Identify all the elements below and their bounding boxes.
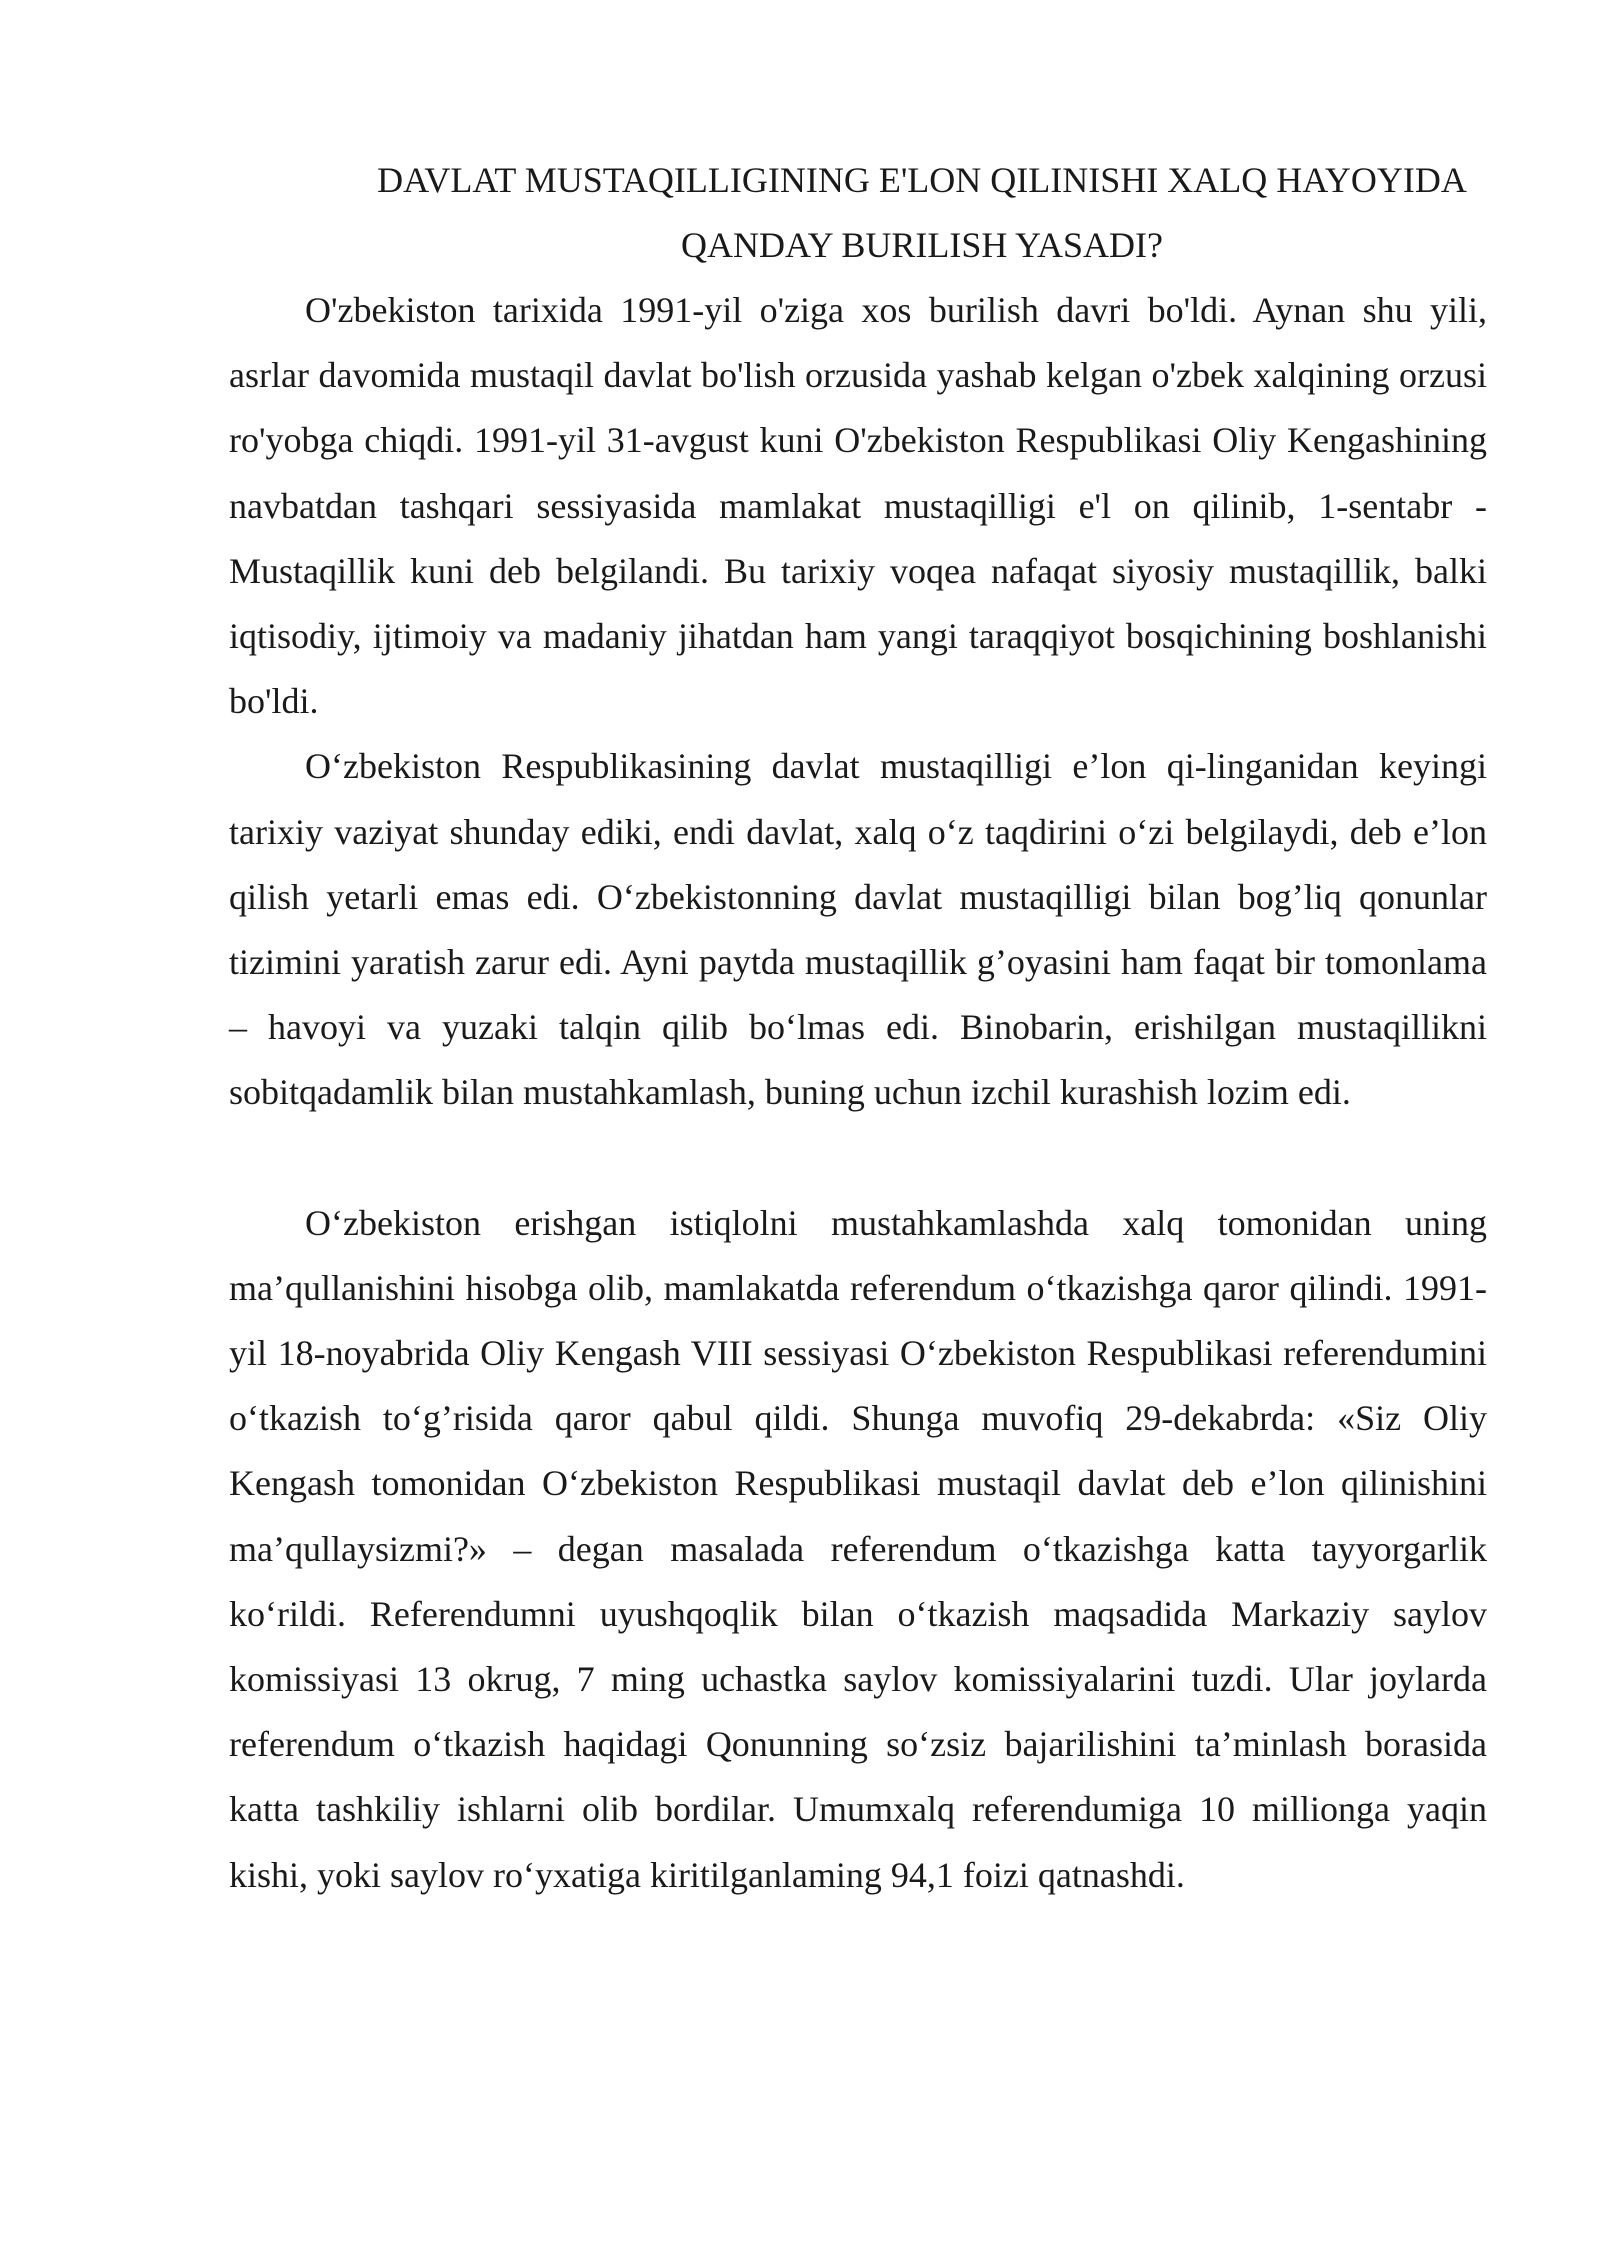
- paragraph-1: O'zbekiston tarixida 1991-yil o'ziga xos burilish davri bo'ldi. Aynan shu yili, asrlar davomida mustaqil davlat bo'lish orzusida yashab kelgan o'zbek xalqining orzusi ro'yobga chiqdi. 1991-yil 31-avgust kuni O'zbekiston Respublikasi Oliy Kengashining navbatdan tashqari sessiyasida mamlakat mustaqilligi e'l on qilinib, 1-sentabr - Mustaqillik kuni deb belgilandi. Bu tarixiy voqea nafaqat siyosiy mustaqillik, balki iqtisodiy, ijtimoiy va madaniy jihatdan ham yangi taraqqiyot bosqichining boshlanishi bo'ldi.: [229, 290, 1487, 722]
- paragraph-3: O‘zbekiston erishgan istiqlolni mustahkamlashda xalq tomonidan uning ma’qullanishini hisobga olib, mamlakatda referendum o‘tkazishga qaror qilindi. 1991-yil 18-noyabrida Oliy Kengash VIII sessiyasi O‘zbekiston Respublikasi referendumini o‘tkazish to‘g’risida qaror qabul qildi. Shunga muvofiq 29-dekabrda: «Siz Oliy Kengash tomonidan O‘zbekiston Respublikasi mustaqil davlat deb e’lon qilinishini ma’qullaysizmi?» – degan masalada referendum o‘tkazishga katta tayyorgarlik ko‘rildi. Referendumni uyushqoqlik bilan o‘tkazish maqsadida Markaziy saylov komissiyasi 13 okrug, 7 ming uchastka saylov komissiyalarini tuzdi. Ular joylarda referendum o‘tkazish haqidagi Qonunning so‘zsiz bajarilishini ta’minlash borasida katta tashkiliy ishlarni olib bordilar. Umumxalq referendumiga 10 millionga yaqin kishi, yoki saylov ro‘yxatiga kiritilganlaming 94,1 foizi qatnashdi.: [229, 1202, 1487, 1895]
- document-page: [229, 148, 1487, 1908]
- paragraph-2: O‘zbekiston Respublikasining davlat mustaqilligi e’lon qi-linganidan keyingi tarixiy vaziyat shunday ediki, endi davlat, xalq o‘z taqdirini o‘zi belgilaydi, deb e’lon qilish yetarli emas edi. O‘zbekistonning davlat mustaqilligi bilan bog’liq qonunlar tizimini yaratish zarur edi. Ayni paytda mustaqillik g’oyasini ham faqat bir tomonlama – havoyi va yuzaki talqin qilib bo‘lmas edi. Binobarin, erishilgan mustaqillikni sobitqadamlik bilan mustahkamlash, buning uchun izchil kurashish lozim edi.: [229, 746, 1487, 1113]
- document-title: DAVLAT MUSTAQILLIGINING E'LON QILINISHI XALQ HAYOYIDA QANDAY BURILISH YASADI?: [377, 160, 1467, 265]
- paragraph-gap: [229, 1126, 1487, 1191]
